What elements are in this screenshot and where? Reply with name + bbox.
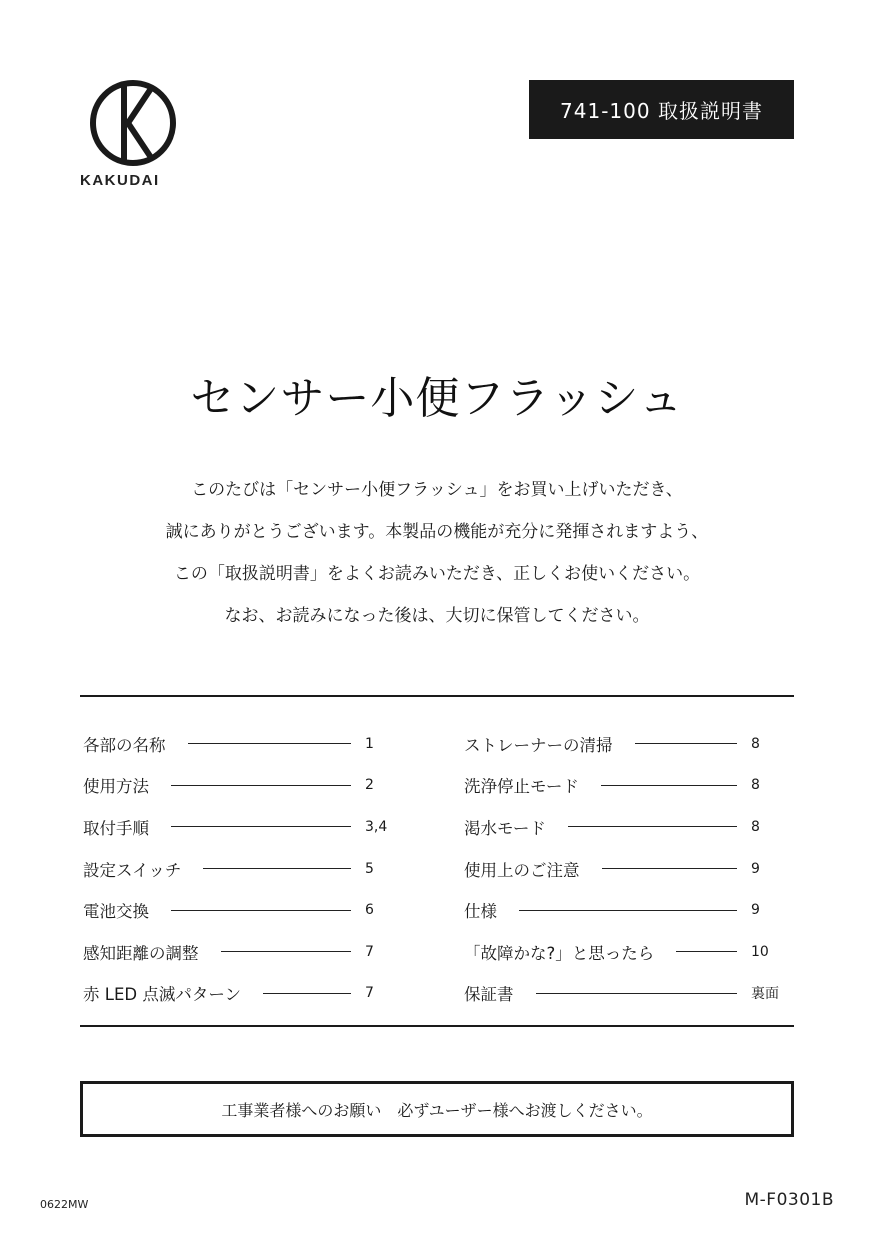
toc-item-label: 赤 LED 点滅パターン bbox=[83, 985, 241, 1005]
toc-item bbox=[83, 973, 403, 1015]
toc-leader-line bbox=[519, 910, 737, 911]
toc-item bbox=[83, 765, 403, 807]
toc-item-page: 7 bbox=[365, 943, 374, 960]
toc-leader-line bbox=[602, 868, 738, 869]
toc-leader-line bbox=[221, 951, 352, 952]
toc-item-page: 7 bbox=[365, 985, 374, 1002]
toc-item-page: 6 bbox=[365, 902, 374, 919]
footer-code-left: 0622MW bbox=[40, 1198, 89, 1211]
toc-leader-line bbox=[171, 910, 351, 911]
toc-item bbox=[83, 806, 403, 848]
toc-item bbox=[464, 889, 789, 931]
installer-notice: 工事業者様へのお願い 必ずユーザー様へお渡しください。 bbox=[80, 1081, 794, 1137]
toc-item-page: 9 bbox=[751, 902, 760, 919]
document-number-badge: 741-100 取扱説明書 bbox=[529, 80, 794, 139]
toc-item-label: 使用上のご注意 bbox=[464, 860, 580, 880]
toc-item-page: 8 bbox=[751, 818, 760, 835]
toc-item-label: 保証書 bbox=[464, 985, 514, 1005]
toc-item-label: ストレーナーの清掃 bbox=[464, 735, 613, 755]
toc-item-page: 10 bbox=[751, 943, 769, 960]
toc-leader-line bbox=[263, 993, 351, 994]
toc-item-label: 仕様 bbox=[464, 902, 497, 922]
toc-leader-line bbox=[188, 743, 352, 744]
toc-column-left bbox=[83, 723, 403, 1014]
toc-item-page: 2 bbox=[365, 777, 374, 794]
page-title: センサー小便フラッシュ bbox=[190, 373, 684, 424]
toc-item-label: 各部の名称 bbox=[83, 735, 166, 755]
toc-item-label: 感知距離の調整 bbox=[83, 943, 199, 963]
toc-leader-line bbox=[536, 993, 738, 994]
toc-item-label: 電池交換 bbox=[83, 902, 149, 922]
toc-item bbox=[464, 848, 789, 890]
toc-item-page: 裏面 bbox=[751, 986, 779, 1003]
intro-line: なお、お読みになった後は、大切に保管してください。 bbox=[224, 606, 650, 626]
toc-item bbox=[83, 848, 403, 890]
table-of-contents bbox=[80, 695, 794, 1027]
toc-item bbox=[464, 723, 789, 765]
toc-item-page: 9 bbox=[751, 860, 760, 877]
logo-text: KAKUDAI bbox=[80, 172, 160, 189]
toc-item bbox=[464, 806, 789, 848]
intro-line: このたびは「センサー小便フラッシュ」をお買い上げいただき、 bbox=[191, 480, 683, 500]
toc-item-page: 8 bbox=[751, 735, 760, 752]
toc-item bbox=[464, 931, 789, 973]
toc-item-label: 取付手順 bbox=[83, 818, 149, 838]
toc-item-label: 洗浄停止モード bbox=[464, 777, 579, 797]
toc-item bbox=[464, 765, 789, 807]
toc-item bbox=[464, 973, 789, 1015]
toc-leader-line bbox=[635, 743, 738, 744]
kakudai-logo-icon bbox=[88, 78, 178, 168]
toc-leader-line bbox=[171, 785, 351, 786]
toc-item-label: 渇水モード bbox=[464, 818, 546, 838]
toc-item-page: 8 bbox=[751, 777, 760, 794]
toc-item-page: 1 bbox=[365, 735, 374, 752]
toc-item bbox=[83, 931, 403, 973]
toc-item-page: 5 bbox=[365, 860, 374, 877]
toc-leader-line bbox=[601, 785, 737, 786]
toc-item-label: 設定スイッチ bbox=[83, 860, 182, 880]
toc-item-label: 使用方法 bbox=[83, 777, 149, 797]
toc-leader-line bbox=[171, 826, 351, 827]
kakudai-logo bbox=[80, 78, 190, 189]
toc-item-page: 3,4 bbox=[365, 818, 388, 835]
toc-leader-line bbox=[568, 826, 737, 827]
toc-item bbox=[83, 723, 403, 765]
intro-text bbox=[0, 480, 874, 648]
toc-leader-line bbox=[203, 868, 351, 869]
toc-item bbox=[83, 889, 403, 931]
toc-item-label: 「故障かな?」と思ったら bbox=[464, 943, 655, 963]
toc-leader-line bbox=[676, 951, 737, 952]
footer-code-right: M-F0301B bbox=[744, 1190, 834, 1210]
toc-column-right bbox=[464, 723, 789, 1014]
intro-line: この「取扱説明書」をよくお読みいただき、正しくお使いください。 bbox=[173, 564, 701, 584]
intro-line: 誠にありがとうございます。本製品の機能が充分に発揮されますよう、 bbox=[165, 522, 709, 542]
